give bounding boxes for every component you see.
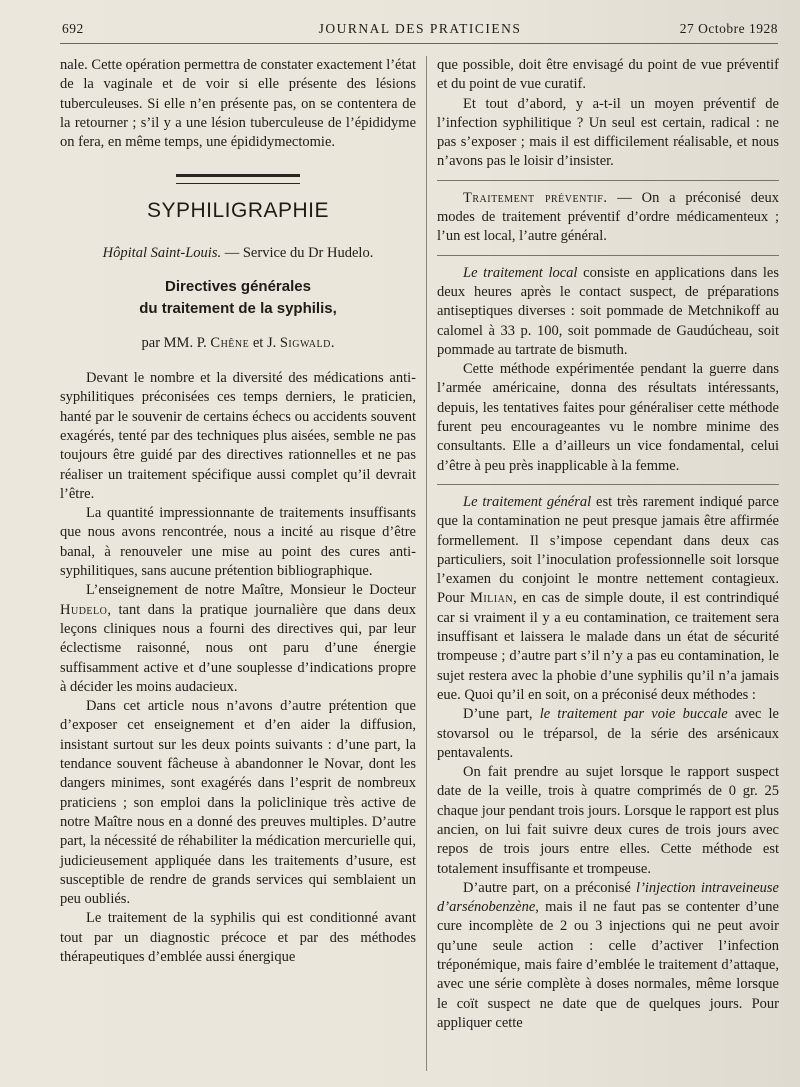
hospital-name: Hôpital Saint-Louis.	[102, 245, 222, 262]
r6-emphasis: Le traitement général	[463, 493, 592, 510]
paragraph-2: La quantité impressionnante de traitements insuffisants que nous avons rencontrée, nous a incité au risque d’être banal, à renouveler une mise au point des cures anti-syphilitiques, sans aucune prétention bibliographique.	[60, 505, 416, 580]
r7-emphasis: le traitement par voie buccale	[539, 706, 728, 723]
right-column	[437, 56, 779, 1033]
author-1: Chêne	[210, 334, 250, 351]
right-paragraph-4	[437, 264, 779, 360]
right-paragraph-8: On fait prendre au sujet lorsque le rapport suspect date de la veille, trois à quatre comprimés de 0 gr. 25 chaque jour pendant trois jours. Lorsque le rapport est plus ancien, on lui fait suivre deux cures de trois jours avec repos de trois jours entre elles. Cette méthode est totalement insuffisante et trompeuse.	[437, 764, 779, 877]
paragraph-3	[60, 581, 416, 697]
r6-name: Milian	[469, 590, 514, 607]
r4-emphasis: Le traitement local	[463, 264, 578, 281]
paragraph-4: Dans cet article nous n’avons d’autre prétention que d’exposer cet enseignement et d’en aider la diffusion, insistant surtout sur les deux points suivants : d’une part, la tendance souvent fâcheuse à abandonner le Novar, dont les dangers minimes, sont exagérés dans l’esprit de nombreux praticiens ; son emploi dans la policlinique très active de notre Maître nous en a donné des preuves multiples. D’autre part, la nécessité de réhabiliter la médication mercurielle qui, judicieusement appliquée dans les traitements d’usure, est susceptible de rendre de grands services qui semblaient un peu oubliés.	[60, 698, 416, 908]
service-line	[60, 244, 416, 263]
journal-title: JOURNAL DES PRATICIENS	[318, 21, 522, 36]
article-title	[60, 276, 416, 320]
page-number: 692	[62, 21, 84, 36]
paragraph-1: Devant le nombre et la diversité des médications anti-syphilitiques préconisées ces temps derniers, le praticien, hanté par le souvenir de certains échecs ou accidents souvent exagérés, tenté par des techniques plus aisées, semble ne pas toujours être guidé par des directives rationnelles et ne pas réaliser un traitement spécifique aussi complet qu’il devrait l’être.	[60, 370, 416, 502]
service-name: — Service du Dr Hudelo.	[221, 245, 374, 262]
running-header	[62, 21, 778, 41]
issue-date: 27 Octobre 1928	[679, 21, 778, 36]
p3-text-b: , tant dans la pratique journalière que dans deux leçons cliniques nous a fourni des directives qui, par leur éclectisme raisonné, nous ont paru d’une énergie suffisamment active et d’une souplesse d’indications propre à décider les moins audacieux.	[60, 601, 416, 695]
r9-text-b: , mais il ne faut pas se contenter d’une cure incomplète de 2 ou 3 injections qui ne peut avoir qu’une seule action : celle d’activer l’infection tréponémique, mais faire d’emblée le traitement d’attaque, avec une série complète à doses normales, même lorsque le coït suspect ne date que de quelques jours. Pour appliquer cette	[437, 899, 779, 1031]
article-title-line-2: du traitement de la syphilis,	[139, 299, 337, 317]
right-separator-2	[437, 255, 779, 256]
section-divider	[176, 174, 300, 184]
r9-text-a: D’autre part, on a préconisé	[463, 879, 637, 896]
article-authors	[60, 334, 416, 353]
authors-prefix: par MM. P.	[141, 334, 211, 351]
intro-paragraph: nale. Cette opération permettra de constater exactement l’état de la vaginale et de voir si elle présente des lésions tuberculeuses. Si elle n’en présente pas, on se contentera de la retourner ; s’il y a une lésion tuberculeuse de l’épididyme on fera, en même temps, une épididymectomie.	[60, 57, 416, 151]
column-divider	[426, 56, 427, 1071]
right-separator-3	[437, 484, 779, 485]
authors-mid: et J.	[249, 334, 280, 351]
right-paragraph-3	[437, 189, 779, 247]
right-paragraph-1: que possible, doit être envisagé du point de vue préventif et du point de vue curatif.	[437, 57, 779, 93]
article-title-line-1: Directives générales	[165, 277, 311, 295]
right-paragraph-7	[437, 705, 779, 763]
r9-emphasis: l’injection intraveineuse d’arsénobenzène	[437, 879, 779, 916]
r7-text-a: D’une part,	[463, 706, 540, 723]
right-separator-1	[437, 180, 779, 181]
right-paragraph-2: Et tout d’abord, y a-t-il un moyen préventif de l’infection syphilitique ? Un seul est certain, radical : ne pas s’exposer ; mais il est difficilement réalisable, et nous n’avons pas le loisir d’insister.	[437, 95, 779, 170]
author-2: Sigwald	[279, 334, 331, 351]
right-paragraph-9	[437, 879, 779, 1033]
subsection-heading: Traitement préventif.	[463, 189, 608, 206]
r6-text-b: , en cas de simple doute, il est contrindiqué car si vraiment il y a eu contamination, ce traitement sera insuffisant et laissera le malade dans un état de sécurité trompeuse ; d’autre part s’il n’y a pas eu contamination, le sujet restera avec la phobie d’une syphilis qu’il n’a jamais eue. Quoi qu’il en soit, on a préconisé deux méthodes :	[437, 590, 779, 703]
p3-text-a: L’enseignement de notre Maître, Monsieur le Docteur	[86, 582, 416, 599]
authors-suffix: .	[330, 334, 335, 351]
header-rule	[60, 43, 778, 44]
right-paragraph-5: Cette méthode expérimentée pendant la guerre dans l’armée américaine, donna des résultats intéressants, depuis, les tentatives faites pour généraliser cette méthode furent peu encourageantes vu le nombre minime des consultants. Elle a d’ailleurs un vice fondamental, celui d’être à peu près inapplicable à la femme.	[437, 361, 779, 474]
right-paragraph-6	[437, 493, 779, 705]
section-title: SYPHILIGRAPHIE	[146, 199, 330, 223]
r4-body: consiste en applications dans les deux heures après le contact suspect, de préparations antiseptiques diverses : soit pommade de Metchnikoff au calomel à 33 p. 100, soit pommade de Gaudúcheau, soit pommade au tartrate de bismuth.	[437, 264, 779, 358]
r7-text-b: avec le stovarsol ou le tréparsol, de la série des arsénicaux pentavalents.	[437, 706, 779, 761]
p3-name: Hudelo	[60, 601, 108, 618]
r6-text-a: est très rarement indiqué parce que la contamination ne peut presque jamais être affirmée formellement. Il s’impose cependant dans deux cas particuliers, soit l’inoculation professionnelle soit lorsque l’examen du conjoint le montre nettement contagieux. Pour	[437, 493, 779, 607]
paragraph-5: Le traitement de la syphilis qui est conditionné avant tout par un diagnostic précoce et par des méthodes thérapeutiques d’emblée aussi énergique	[60, 910, 416, 965]
left-column	[60, 56, 416, 967]
r3-body: — On a préconisé deux modes de traitement préventif d’ordre médicamenteux ; l’un est local, l’autre général.	[437, 189, 779, 245]
